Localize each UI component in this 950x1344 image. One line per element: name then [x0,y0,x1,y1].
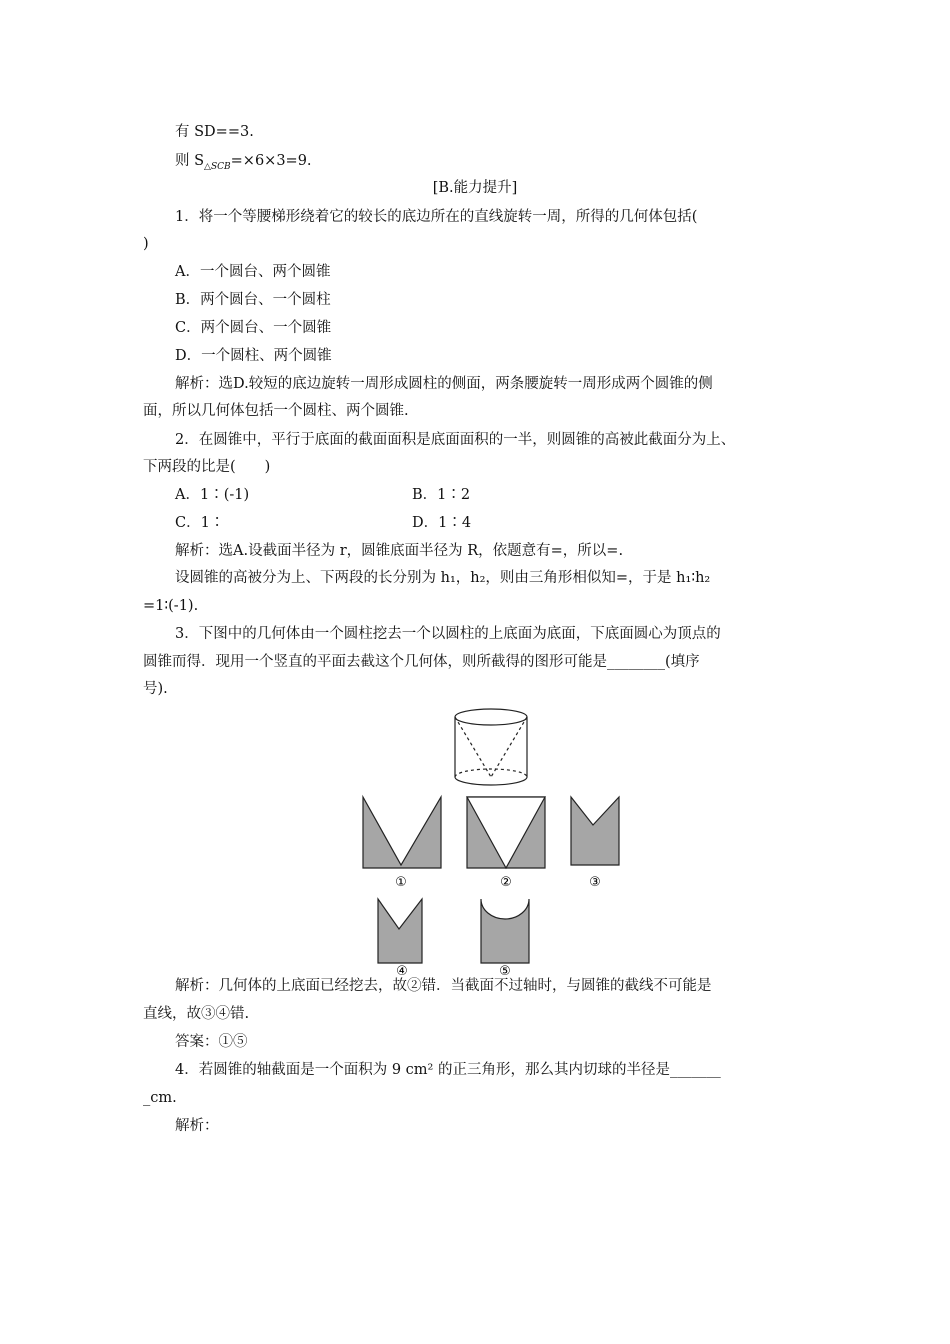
section-heading: [B.能力提升] [432,180,518,196]
question-4-line: 4．若圆锥的轴截面是一个面积为 9 cm² 的正三角形，那么其内切球的半径是_______ [175,1062,721,1078]
question-1-solution: 解析：选D.较短的底边旋转一周形成圆柱的侧面，两条腰旋转一周形成两个圆锥的侧 [175,376,713,392]
question-2-solution: =1∶(-1). [143,598,199,614]
question-3-solution: 直线，故③④错. [143,1006,250,1022]
question-1-line: ) [143,236,149,252]
question-1-option-b: B．两个圆台、一个圆柱 [175,292,331,308]
question-2-option-c: C．1∶ [175,515,225,531]
question-2-option-b: B．1∶2 [412,487,471,503]
question-1-option-d: D．一个圆柱、两个圆锥 [175,348,332,364]
section-shape-4 [378,899,422,963]
question-4-solution: 解析： [175,1118,219,1134]
text-line: 有 SD==3. [175,124,254,140]
question-2-solution: 设圆锥的高被分为上、下两段的长分别为 h₁，h₂，则由三角形相似知=，于是 h₁∶h₂ [175,570,711,586]
figure-label: ④ [396,964,408,975]
question-3-line: 号). [143,681,168,697]
section-shape-5 [481,899,529,963]
question-2-line: 下两段的比是( ) [143,459,271,475]
text-line [175,151,312,177]
question-2-solution: 解析：选A.设截面半径为 r，圆锥底面半径为 R，依题意有=，所以=. [175,543,624,559]
figure-label: ⑤ [499,964,511,975]
question-3-answer: 答案：①⑤ [175,1034,248,1050]
question-3-solution: 解析：几何体的上底面已经挖去，故②错．当截面不过轴时，与圆锥的截线不可能是 [175,978,712,994]
subscript: △SCB [204,161,231,172]
question-2-option-d: D．1∶4 [412,515,472,531]
question-3-line: 3．下图中的几何体由一个圆柱挖去一个以圆柱的上底面为底面，下底面圆心为顶点的 [175,626,721,642]
text-fragment: =×6×3=9. [230,153,312,169]
question-3-figure [355,705,625,975]
question-1-option-a: A．一个圆台、两个圆锥 [175,264,331,280]
cylinder-diagram [455,709,527,785]
question-1-option-c: C．两个圆台、一个圆锥 [175,320,332,336]
question-4-line: _cm. [143,1090,177,1106]
section-shape-1 [363,797,441,868]
question-2-line: 2．在圆锥中，平行于底面的截面面积是底面面积的一半，则圆锥的高被此截面分为上、 [175,432,736,448]
question-2-option-a: A．1∶(-1) [175,487,250,503]
text-fragment: 则 S [175,153,205,169]
question-1-solution: 面，所以几何体包括一个圆柱、两个圆锥. [143,403,409,419]
section-shape-3 [571,797,619,865]
figure-label: ① [395,875,407,890]
question-1-line: 1．将一个等腰梯形绕着它的较长的底边所在的直线旋转一周，所得的几何体包括( [175,209,698,225]
figure-label: ③ [589,875,601,890]
question-3-line: 圆锥而得．现用一个竖直的平面去截这个几何体，则所截得的图形可能是________(填序 [143,654,700,670]
figure-label: ② [500,875,512,890]
